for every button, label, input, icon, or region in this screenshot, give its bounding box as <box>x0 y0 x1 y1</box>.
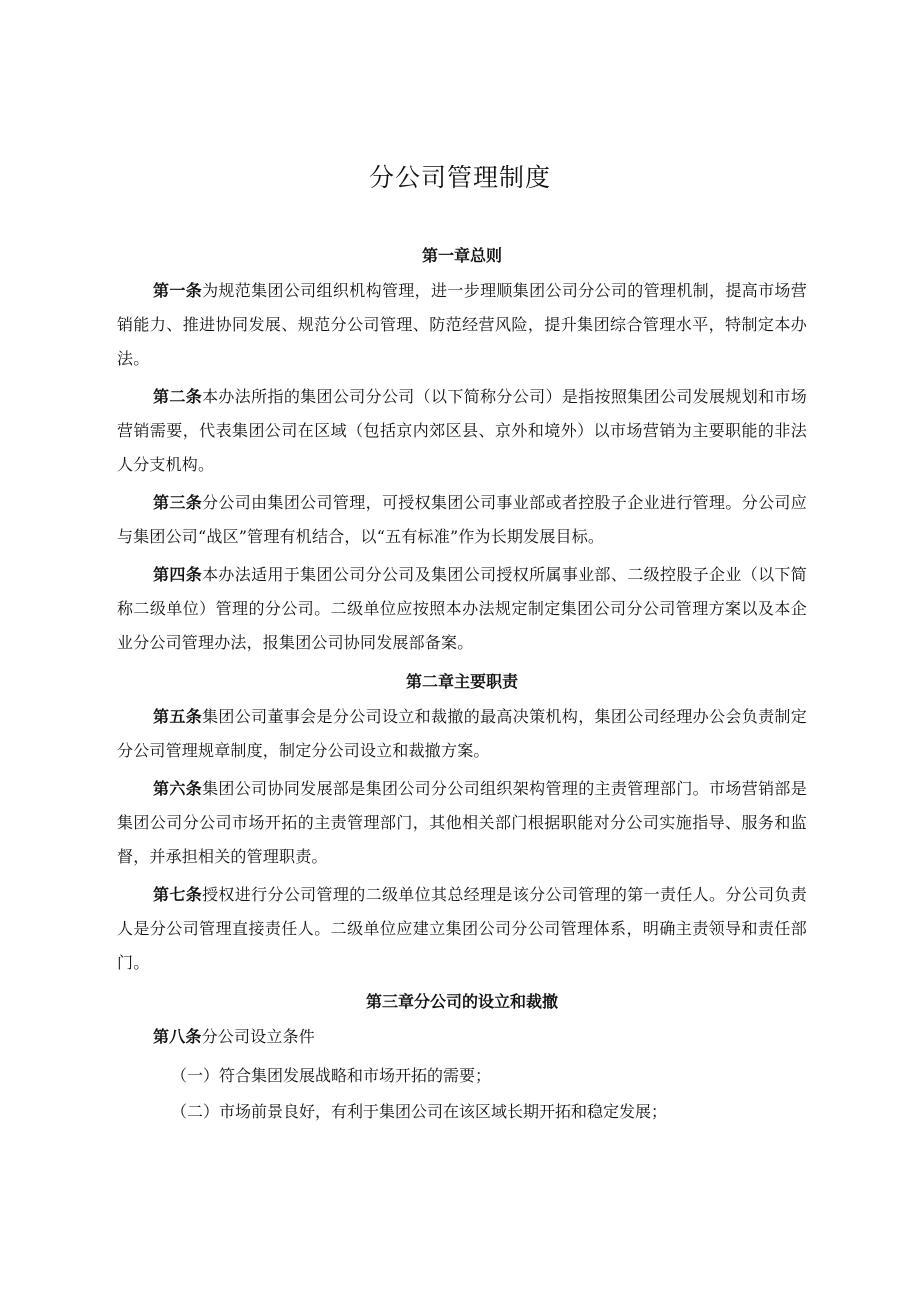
list-item: （二）市场前景良好，有利于集团公司在该区域长期开拓和稳定发展； <box>171 1102 668 1121</box>
document-title: 分公司管理制度 <box>368 163 551 192</box>
article-text: 为规范集团公司组织机构管理，进一步理顺集团公司分公司的管理机制，提高市场营销能力、推进协同发展、规范分公司管理、防范经营风险，提升集团综合管理水平，特制定本办法。 <box>117 281 807 368</box>
article-paragraph <box>117 1020 807 1054</box>
article-text: 集团公司协同发展部是集团公司分公司组织架构管理的主责管理部门。市场营销部是集团公司分公司市场开拓的主责管理部门，其他相关部门根据职能对分公司实施指导、服务和监督，并承担相关的管理职责。 <box>117 779 807 866</box>
article-paragraph <box>117 558 807 660</box>
chapter-heading: 第三章分公司的设立和裁撤 <box>365 992 558 1011</box>
list-item: （一）符合集团发展战略和市场开拓的需要； <box>171 1066 492 1085</box>
article-label: 第一条 <box>153 281 203 300</box>
article-paragraph <box>117 486 807 554</box>
article-text: 本办法适用于集团公司分公司及集团公司授权所属事业部、二级控股子企业（以下简称二级单位）管理的分公司。二级单位应按照本办法规定制定集团公司分公司管理方案以及本企业分公司管理办法，报集团公司协同发展部备案。 <box>117 565 807 652</box>
article-text: 分公司设立条件 <box>201 1027 316 1046</box>
article-label: 第六条 <box>153 779 203 798</box>
article-text: 分公司由集团公司管理，可授权集团公司事业部或者控股子企业进行管理。分公司应与集团公司“战区”管理有机结合，以“五有标准”作为长期发展目标。 <box>117 493 807 546</box>
article-paragraph <box>117 878 807 980</box>
article-label: 第五条 <box>153 707 203 726</box>
article-label: 第四条 <box>153 565 203 584</box>
article-text: 本办法所指的集团公司分公司（以下简称分公司）是指按照集团公司发展规划和市场营销需要，代表集团公司在区域（包括京内郊区县、京外和境外）以市场营销为主要职能的非法人分支机构。 <box>117 387 807 474</box>
document-body <box>117 238 807 1130</box>
article-label: 第八条 <box>153 1027 202 1046</box>
article-label: 第七条 <box>153 885 203 904</box>
article-label: 第二条 <box>153 387 203 406</box>
article-label: 第三条 <box>153 493 203 512</box>
chapter-heading: 第二章主要职责 <box>405 672 518 691</box>
article-text: 授权进行分公司管理的二级单位其总经理是该分公司管理的第一责任人。分公司负责人是分公司管理直接责任人。二级单位应建立集团公司分公司管理体系，明确主责领导和责任部门。 <box>117 885 807 972</box>
article-paragraph <box>117 380 807 482</box>
article-paragraph <box>117 700 807 768</box>
chapter-heading: 第一章总则 <box>421 246 502 265</box>
article-paragraph <box>117 772 807 874</box>
article-paragraph <box>117 274 807 376</box>
article-text: 集团公司董事会是分公司设立和裁撤的最高决策机构，集团公司经理办公会负责制定分公司管理规章制度，制定分公司设立和裁撤方案。 <box>117 707 807 760</box>
